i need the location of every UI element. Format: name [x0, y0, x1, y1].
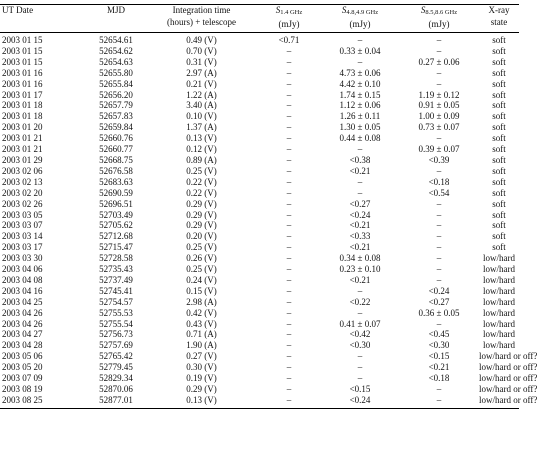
cell-integration-time: 0.71 (A)	[186, 329, 217, 340]
cell-integration-time: 2.98 (A)	[186, 296, 217, 307]
cell-integration-time: 0.70 (V)	[186, 45, 217, 56]
cell-s48: –	[357, 351, 363, 362]
cell-mjd: 52735.43	[99, 264, 133, 275]
cell-s48: <0.24	[349, 209, 371, 220]
header-s86-subscript: 8.5,8.6 GHz	[425, 9, 458, 16]
cell-ut-date: 2003 01 15	[2, 35, 43, 45]
cell-mjd: 52660.76	[99, 133, 133, 144]
table-row	[0, 155, 519, 166]
cell-s86: –	[436, 198, 442, 209]
cell-mjd: 52654.63	[99, 56, 133, 67]
cell-xray-state: soft	[492, 35, 506, 45]
cell-s48: –	[357, 362, 363, 373]
cell-ut-date: 2003 02 20	[2, 187, 43, 198]
cell-mjd: 52705.62	[99, 220, 133, 231]
cell-mjd: 52737.49	[99, 274, 133, 285]
table-row	[0, 166, 519, 177]
cell-s14: –	[286, 274, 292, 285]
cell-s86: 1.00 ± 0.09	[418, 111, 460, 122]
cell-ut-date: 2003 05 06	[2, 351, 43, 362]
table-row	[0, 351, 519, 362]
table-row	[0, 68, 519, 79]
cell-s86: <0.21	[428, 362, 450, 373]
cell-integration-time: 3.40 (A)	[186, 100, 217, 111]
header-ut-date	[0, 5, 86, 33]
table-row	[0, 122, 519, 133]
cell-mjd: 52715.47	[99, 242, 133, 253]
cell-s48: <0.33	[349, 231, 371, 242]
cell-integration-time: 0.30 (V)	[186, 362, 217, 373]
cell-ut-date: 2003 01 17	[2, 89, 43, 100]
cell-xray-state: low/hard or off?	[479, 395, 519, 408]
cell-s86: –	[436, 220, 442, 231]
cell-integration-time: 1.90 (A)	[186, 340, 217, 351]
table-row	[0, 90, 519, 101]
cell-s14: –	[286, 351, 292, 362]
cell-integration-time: 0.22 (V)	[186, 176, 217, 187]
cell-mjd: 52756.73	[99, 329, 133, 340]
cell-ut-date: 2003 04 26	[2, 307, 43, 318]
cell-integration-time: 0.49 (V)	[186, 35, 217, 45]
cell-ut-date: 2003 01 15	[2, 45, 43, 56]
table-row	[0, 111, 519, 122]
cell-s14: –	[286, 296, 292, 307]
cell-s86: –	[436, 209, 442, 220]
cell-s14: –	[286, 67, 292, 78]
cell-integration-time: 0.22 (V)	[186, 187, 217, 198]
cell-mjd: 52660.77	[99, 144, 133, 155]
cell-ut-date: 2003 01 18	[2, 111, 43, 122]
cell-s48: –	[357, 176, 363, 187]
header-xray-line2: state	[490, 16, 508, 27]
header-s14-subscript: 1.4 GHz	[280, 9, 303, 16]
cell-s86: <0.54	[428, 187, 450, 198]
cell-s86: –	[436, 384, 442, 394]
cell-xray-state: low/hard	[483, 318, 515, 329]
cell-s48: <0.15	[349, 384, 371, 394]
cell-integration-time: 0.10 (V)	[186, 111, 217, 122]
table-row	[0, 231, 519, 242]
cell-ut-date: 2003 07 09	[2, 373, 43, 384]
cell-integration-time: 1.22 (A)	[186, 89, 217, 100]
cell-s86: 0.27 ± 0.06	[418, 56, 460, 67]
table-row	[0, 384, 519, 395]
cell-s48: <0.38	[349, 154, 371, 165]
cell-integration-time: 0.21 (V)	[186, 78, 217, 89]
cell-xray-state: low/hard or off?	[479, 373, 537, 384]
cell-xray-state: soft	[492, 144, 506, 155]
cell-s48: <0.22	[349, 296, 371, 307]
cell-integration-time: 0.29 (V)	[186, 209, 217, 220]
cell-s14: –	[286, 242, 292, 253]
cell-s48: <0.21	[349, 242, 371, 253]
cell-ut-date: 2003 02 13	[2, 176, 43, 187]
header-s48-subscript: 4.8,4.9 GHz	[346, 9, 379, 16]
cell-s14: –	[286, 373, 292, 384]
cell-ut-date: 2003 03 17	[2, 242, 43, 253]
cell-integration-time: 0.43 (V)	[186, 318, 217, 329]
cell-xray-state: low/hard or off?	[479, 351, 537, 362]
cell-mjd: 52712.68	[99, 231, 133, 242]
header-s48-symbol: S	[341, 5, 347, 15]
table-row	[0, 33, 519, 46]
cell-s14: –	[286, 187, 292, 198]
cell-s14: –	[286, 253, 292, 264]
cell-mjd: 52779.45	[99, 362, 133, 373]
cell-xray-state: soft	[492, 220, 506, 231]
cell-s14: –	[286, 384, 292, 394]
cell-s14: –	[286, 176, 292, 187]
cell-s86: <0.18	[428, 176, 450, 187]
table-row	[0, 57, 519, 68]
cell-s14: –	[286, 144, 292, 155]
cell-integration-time: 2.97 (A)	[186, 67, 217, 78]
cell-ut-date: 2003 04 25	[2, 296, 43, 307]
cell-mjd: 52829.34	[99, 373, 133, 384]
cell-s48: 1.12 ± 0.06	[339, 100, 381, 111]
cell-integration-time: 0.15 (V)	[186, 285, 217, 296]
cell-integration-time: 0.19 (V)	[186, 373, 217, 384]
cell-s86: –	[436, 253, 442, 264]
cell-s48: <0.30	[349, 340, 371, 351]
cell-xray-state: soft	[492, 100, 506, 111]
header-s14-symbol: S	[275, 5, 281, 15]
cell-xray-state: low/hard	[483, 253, 515, 264]
cell-s86: 1.19 ± 0.12	[418, 89, 460, 100]
cell-mjd: 52755.54	[99, 318, 133, 329]
cell-ut-date: 2003 03 07	[2, 220, 43, 231]
cell-s86: –	[436, 231, 442, 242]
cell-s86: –	[436, 67, 442, 78]
cell-mjd: 52877.01	[86, 395, 146, 408]
cell-s14: –	[286, 56, 292, 67]
cell-ut-date: 2003 08 25	[0, 395, 86, 408]
header-s48-unit: (mJy)	[349, 18, 371, 29]
cell-mjd: 52668.75	[99, 154, 133, 165]
cell-s86: –	[436, 264, 442, 275]
cell-s14: –	[286, 318, 292, 329]
cell-ut-date: 2003 01 20	[2, 122, 43, 133]
table-row	[0, 329, 519, 340]
cell-s14: –	[286, 264, 292, 275]
cell-xray-state: soft	[492, 165, 506, 176]
cell-s86: –	[436, 78, 442, 89]
table-row	[0, 319, 519, 330]
header-mjd-label: MJD	[106, 5, 125, 15]
cell-s14: –	[286, 220, 292, 231]
table-row	[0, 395, 519, 408]
header-s48	[321, 5, 399, 33]
cell-xray-state: soft	[492, 89, 506, 100]
cell-s14: –	[286, 45, 292, 56]
cell-s86: –	[436, 35, 442, 45]
cell-xray-state: low/hard	[483, 285, 515, 296]
cell-integration-time: 0.24 (V)	[186, 274, 217, 285]
cell-ut-date: 2003 05 20	[2, 362, 43, 373]
cell-s14: –	[286, 133, 292, 144]
cell-mjd: 52655.80	[99, 67, 133, 78]
header-integration-line2: (hours) + telescope	[166, 16, 237, 27]
cell-mjd: 52655.84	[99, 78, 133, 89]
cell-s48: <0.24	[321, 395, 399, 408]
cell-xray-state: low/hard	[483, 340, 515, 351]
cell-s14: –	[286, 329, 292, 340]
table-row	[0, 297, 519, 308]
cell-s48: 4.73 ± 0.06	[339, 67, 381, 78]
cell-mjd: 52676.58	[99, 165, 133, 176]
cell-s48: <0.21	[349, 220, 371, 231]
cell-xray-state: low/hard	[483, 264, 515, 275]
cell-ut-date: 2003 04 06	[2, 264, 43, 275]
table-row	[0, 264, 519, 275]
cell-s14: –	[286, 89, 292, 100]
cell-xray-state: low/hard or off?	[479, 362, 537, 373]
cell-ut-date: 2003 02 06	[2, 165, 43, 176]
header-integration-line1: Integration time	[172, 5, 231, 15]
table-row	[0, 253, 519, 264]
cell-s86: <0.15	[428, 351, 450, 362]
header-s86-unit: (mJy)	[428, 18, 450, 29]
cell-mjd: 52657.83	[99, 111, 133, 122]
cell-integration-time: 0.13 (V)	[186, 133, 217, 144]
cell-s14: <0.71	[278, 35, 300, 45]
header-s14	[257, 5, 321, 33]
cell-xray-state: soft	[492, 176, 506, 187]
cell-integration-time: 0.12 (V)	[186, 144, 217, 155]
table-row	[0, 275, 519, 286]
table-row	[0, 373, 519, 384]
cell-mjd: 52755.53	[99, 307, 133, 318]
cell-s48: 0.41 ± 0.07	[339, 318, 381, 329]
cell-integration-time: 0.29 (V)	[186, 220, 217, 231]
cell-s86: 0.73 ± 0.07	[418, 122, 460, 133]
cell-xray-state: soft	[492, 209, 506, 220]
cell-s86: <0.27	[428, 296, 450, 307]
cell-s86: <0.30	[428, 340, 450, 351]
table-row	[0, 177, 519, 188]
cell-s14: –	[286, 285, 292, 296]
table-row	[0, 286, 519, 297]
cell-integration-time: 0.31 (V)	[186, 56, 217, 67]
cell-ut-date: 2003 02 26	[2, 198, 43, 209]
cell-ut-date: 2003 04 16	[2, 285, 43, 296]
cell-ut-date: 2003 01 29	[2, 154, 43, 165]
cell-s86: 0.39 ± 0.07	[418, 144, 460, 155]
table-row	[0, 79, 519, 90]
cell-integration-time: 0.42 (V)	[186, 307, 217, 318]
cell-mjd: 52754.57	[99, 296, 133, 307]
table-row	[0, 220, 519, 231]
cell-ut-date: 2003 01 15	[2, 56, 43, 67]
cell-integration-time: 0.20 (V)	[186, 231, 217, 242]
cell-ut-date: 2003 01 21	[2, 144, 43, 155]
cell-s86: –	[436, 165, 442, 176]
cell-s14: –	[286, 111, 292, 122]
cell-s48: –	[357, 285, 363, 296]
cell-xray-state: soft	[492, 111, 506, 122]
cell-s86: –	[436, 274, 442, 285]
cell-s86: –	[436, 318, 442, 329]
cell-s14: –	[286, 340, 292, 351]
cell-ut-date: 2003 01 21	[2, 133, 43, 144]
cell-ut-date: 2003 04 27	[2, 329, 43, 340]
cell-s48: –	[357, 56, 363, 67]
cell-integration-time: 0.89 (A)	[186, 154, 217, 165]
cell-s86: –	[436, 45, 442, 56]
cell-s86: 0.91 ± 0.05	[418, 100, 460, 111]
cell-ut-date: 2003 04 28	[2, 340, 43, 351]
cell-s14: –	[286, 362, 292, 373]
header-s14-unit: (mJy)	[278, 18, 300, 29]
cell-ut-date: 2003 04 26	[2, 318, 43, 329]
cell-mjd: 52654.61	[99, 35, 133, 45]
cell-s86: <0.18	[428, 373, 450, 384]
table-row	[0, 188, 519, 199]
table-row	[0, 308, 519, 319]
cell-s48: <0.42	[349, 329, 371, 340]
cell-integration-time: 0.29 (V)	[186, 198, 217, 209]
cell-s86: <0.24	[428, 285, 450, 296]
cell-s14: –	[286, 307, 292, 318]
cell-xray-state: low/hard	[483, 329, 515, 340]
table-row	[0, 133, 519, 144]
cell-mjd: 52656.20	[99, 89, 133, 100]
table-row	[0, 100, 519, 111]
cell-xray-state: soft	[492, 198, 506, 209]
cell-s48: <0.21	[349, 274, 371, 285]
cell-s48: 1.74 ± 0.15	[339, 89, 381, 100]
cell-mjd: 52757.69	[99, 340, 133, 351]
cell-xray-state: soft	[492, 67, 506, 78]
cell-integration-time: 0.25 (V)	[186, 264, 217, 275]
table-row	[0, 144, 519, 155]
header-s86	[399, 5, 479, 33]
cell-xray-state: soft	[492, 231, 506, 242]
cell-mjd: 52654.62	[99, 45, 133, 56]
cell-s86: –	[436, 133, 442, 144]
cell-mjd: 52657.79	[99, 100, 133, 111]
header-s86-symbol: S	[420, 5, 426, 15]
cell-s48: –	[357, 373, 363, 384]
cell-s48: 0.33 ± 0.04	[339, 45, 381, 56]
cell-mjd: 52659.84	[99, 122, 133, 133]
table-row	[0, 210, 519, 221]
cell-s48: 0.34 ± 0.08	[339, 253, 381, 264]
table-row	[0, 362, 519, 373]
cell-xray-state: soft	[492, 78, 506, 89]
cell-xray-state: soft	[492, 187, 506, 198]
cell-ut-date: 2003 01 16	[2, 78, 43, 89]
cell-s48: 4.42 ± 0.10	[339, 78, 381, 89]
cell-integration-time: 0.25 (V)	[186, 242, 217, 253]
cell-s86: <0.45	[428, 329, 450, 340]
table-row	[0, 242, 519, 253]
cell-s14: –	[257, 395, 321, 408]
cell-s48: <0.27	[349, 198, 371, 209]
cell-xray-state: low/hard	[483, 274, 515, 285]
cell-s48: 1.26 ± 0.11	[339, 111, 381, 122]
cell-integration-time: 0.26 (V)	[186, 253, 217, 264]
header-mjd	[86, 5, 146, 33]
table-row	[0, 340, 519, 351]
cell-xray-state: soft	[492, 242, 506, 253]
table-body	[0, 33, 537, 409]
table-row	[0, 199, 519, 210]
cell-xray-state: low/hard or off?	[479, 384, 537, 394]
cell-s14: –	[286, 100, 292, 111]
cell-xray-state: soft	[492, 154, 506, 165]
cell-xray-state: soft	[492, 45, 506, 56]
cell-s86: –	[399, 395, 479, 408]
cell-xray-state: soft	[492, 122, 506, 133]
cell-mjd: 52745.41	[99, 285, 133, 296]
table-header	[0, 5, 519, 33]
cell-s86: <0.39	[428, 154, 450, 165]
cell-mjd: 52703.49	[99, 209, 133, 220]
cell-mjd: 52870.06	[99, 384, 133, 394]
cell-ut-date: 2003 04 08	[2, 274, 43, 285]
cell-mjd: 52765.42	[99, 351, 133, 362]
cell-s48: 0.23 ± 0.10	[339, 264, 381, 275]
cell-s14: –	[286, 209, 292, 220]
cell-s48: –	[357, 187, 363, 198]
cell-mjd: 52728.58	[99, 253, 133, 264]
cell-s14: –	[286, 154, 292, 165]
cell-ut-date: 2003 03 30	[2, 253, 43, 264]
cell-s86: –	[436, 242, 442, 253]
cell-s86: 0.36 ± 0.05	[418, 307, 460, 318]
cell-ut-date: 2003 01 16	[2, 67, 43, 78]
cell-s48: <0.21	[349, 165, 371, 176]
cell-xray-state: low/hard	[483, 296, 515, 307]
cell-s14: –	[286, 78, 292, 89]
cell-xray-state: soft	[492, 133, 506, 144]
cell-ut-date: 2003 08 19	[2, 384, 43, 394]
table-row	[0, 46, 519, 57]
observations-table	[0, 4, 537, 409]
header-xray-state	[479, 5, 519, 33]
cell-s14: –	[286, 122, 292, 133]
cell-mjd: 52696.51	[99, 198, 133, 209]
cell-s14: –	[286, 198, 292, 209]
cell-integration-time: 0.27 (V)	[186, 351, 217, 362]
cell-s14: –	[286, 231, 292, 242]
cell-mjd: 52683.63	[99, 176, 133, 187]
cell-integration-time: 0.13 (V)	[146, 395, 257, 408]
cell-xray-state: low/hard	[483, 307, 515, 318]
cell-s48: –	[357, 35, 363, 45]
cell-mjd: 52690.59	[99, 187, 133, 198]
cell-s14: –	[286, 165, 292, 176]
header-xray-line1: X-ray	[488, 5, 510, 15]
cell-s48: –	[357, 144, 363, 155]
cell-xray-state: soft	[492, 56, 506, 67]
cell-s48: 1.30 ± 0.05	[339, 122, 381, 133]
cell-ut-date: 2003 03 05	[2, 209, 43, 220]
cell-ut-date: 2003 01 18	[2, 100, 43, 111]
cell-s48: 0.44 ± 0.08	[339, 133, 381, 144]
cell-integration-time: 0.29 (V)	[186, 384, 217, 394]
cell-integration-time: 0.25 (V)	[186, 165, 217, 176]
header-integration-time	[146, 5, 257, 33]
header-ut-date-label: UT Date	[2, 5, 34, 15]
cell-integration-time: 1.37 (A)	[186, 122, 217, 133]
cell-ut-date: 2003 03 14	[2, 231, 43, 242]
cell-s48: –	[357, 307, 363, 318]
